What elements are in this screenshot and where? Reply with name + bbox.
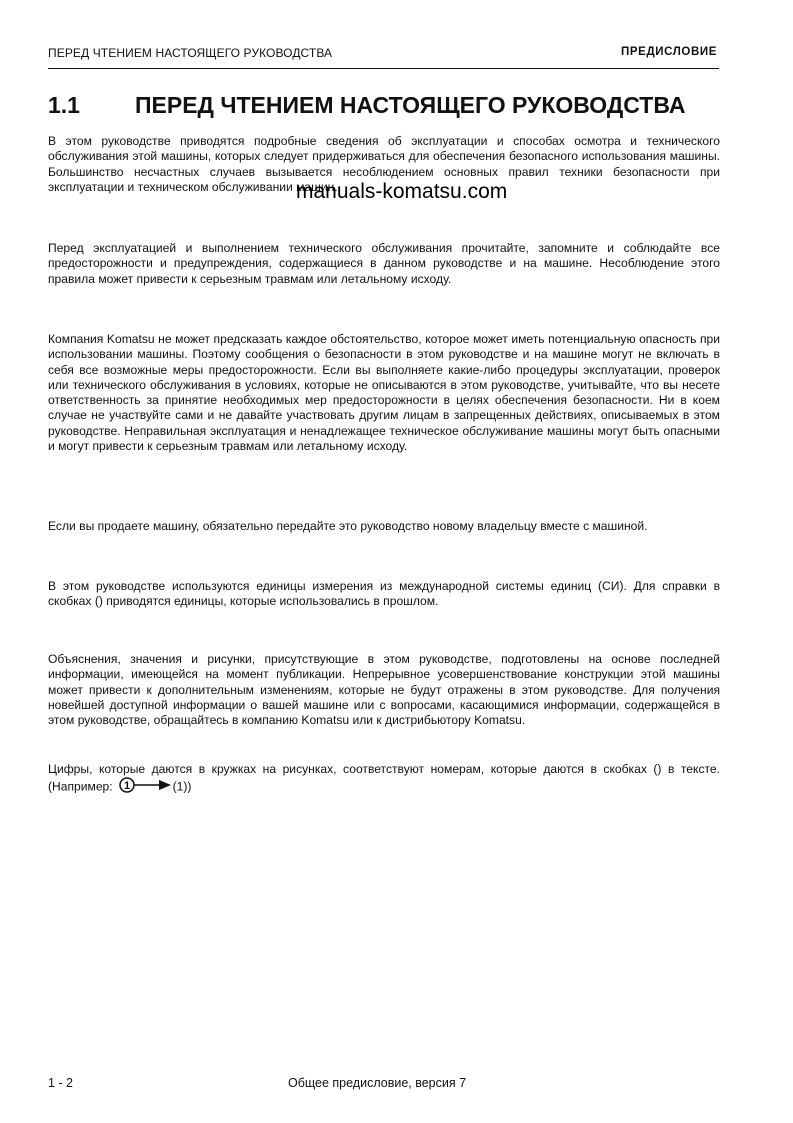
example-result: (1)) [172, 779, 192, 794]
watermark: manuals-komatsu.com [296, 180, 508, 203]
header-chapter-title: ПРЕДИСЛОВИЕ [621, 46, 717, 58]
paragraph-intro: В этом руководстве приводятся подробные сведения об эксплуатации и способах осмотра и технического обслуживания этой машины, которых следует придерживаться для обеспечения безопасного использования машины. Большинство несчастных случаев вызывается несоблюдением основных правил техники безопасности при эксплуатации и техническом обслуживании машин. [48, 134, 720, 194]
header-section-title: ПЕРЕД ЧТЕНИЕМ НАСТОЯЩЕГО РУКОВОДСТВА [48, 46, 333, 60]
page-title [48, 92, 685, 119]
paragraph-updates: Объяснения, значения и рисунки, присутствующие в этом руководстве, подготовлены на основе последней информации, имеющейся на момент публикации. Непрерывное усовершенствование конструкции этой машины может привести к дополнительным изменениям, которые не будут отражены в этом руководстве. Для получения новейшей доступной информации о вашей машине или с вопросами, касающимися информации, содержащейся в этом руководстве, обращайтесь в компанию Komatsu или к дистрибьютору Komatsu. [48, 652, 720, 728]
paragraph-selling: Если вы продаете машину, обязательно передайте это руководство новому владельцу вместе с машиной. [48, 519, 648, 533]
section-title-text: ПЕРЕД ЧТЕНИЕМ НАСТОЯЩЕГО РУКОВОДСТВА [135, 92, 686, 118]
circled-number: 1 [123, 780, 130, 793]
section-number: 1.1 [48, 92, 80, 118]
paragraph-units: В этом руководстве используются единицы измерения из международной системы единиц (СИ). Для справки в скобках () приводятся единицы, которые использовались в прошлом. [48, 579, 720, 609]
header-divider [48, 68, 719, 69]
paragraph-example-text: Цифры, которые даются в кружках на рисунках, соответствуют номерам, которые даются в скобках () в тексте. (Например: [48, 762, 720, 794]
circled-number-arrow-icon [119, 777, 173, 797]
paragraph-example [48, 762, 720, 798]
page-number: 1 - 2 [48, 1076, 74, 1090]
paragraph-komatsu-responsibility: Компания Komatsu не может предсказать каждое обстоятельство, которое может иметь потенциальную опасность при использовании машины. Поэтому сообщения о безопасности в этом руководстве и на машине могут не включать в себя все возможные меры предосторожности. Если вы выполняете какие-либо процедуры эксплуатации, проверок или технического обслуживания в условиях, которые не описываются в этом руководстве, учитывайте, что вы несете ответственность за принятие необходимых мер предосторожности в целях обеспечения безопасности. Ни в коем случае не участвуйте сами и не давайте участвовать другим лицам в запрещенных действиях, описываемых в этом руководстве. Неправильная эксплуатация и ненадлежащее техническое обслуживание машины могут быть опасными и могут привести к серьезным травмам или летальному исходу. [48, 332, 720, 454]
footer-document-title: Общее предисловие, версия 7 [288, 1076, 467, 1090]
paragraph-precautions: Перед эксплуатацией и выполнением технического обслуживания прочитайте, запомните и соблюдайте все предосторожности и предупреждения, содержащиеся в данном руководстве и на машине. Несоблюдение этого правила может привести к серьезным травмам или летальному исходу. [48, 241, 720, 286]
